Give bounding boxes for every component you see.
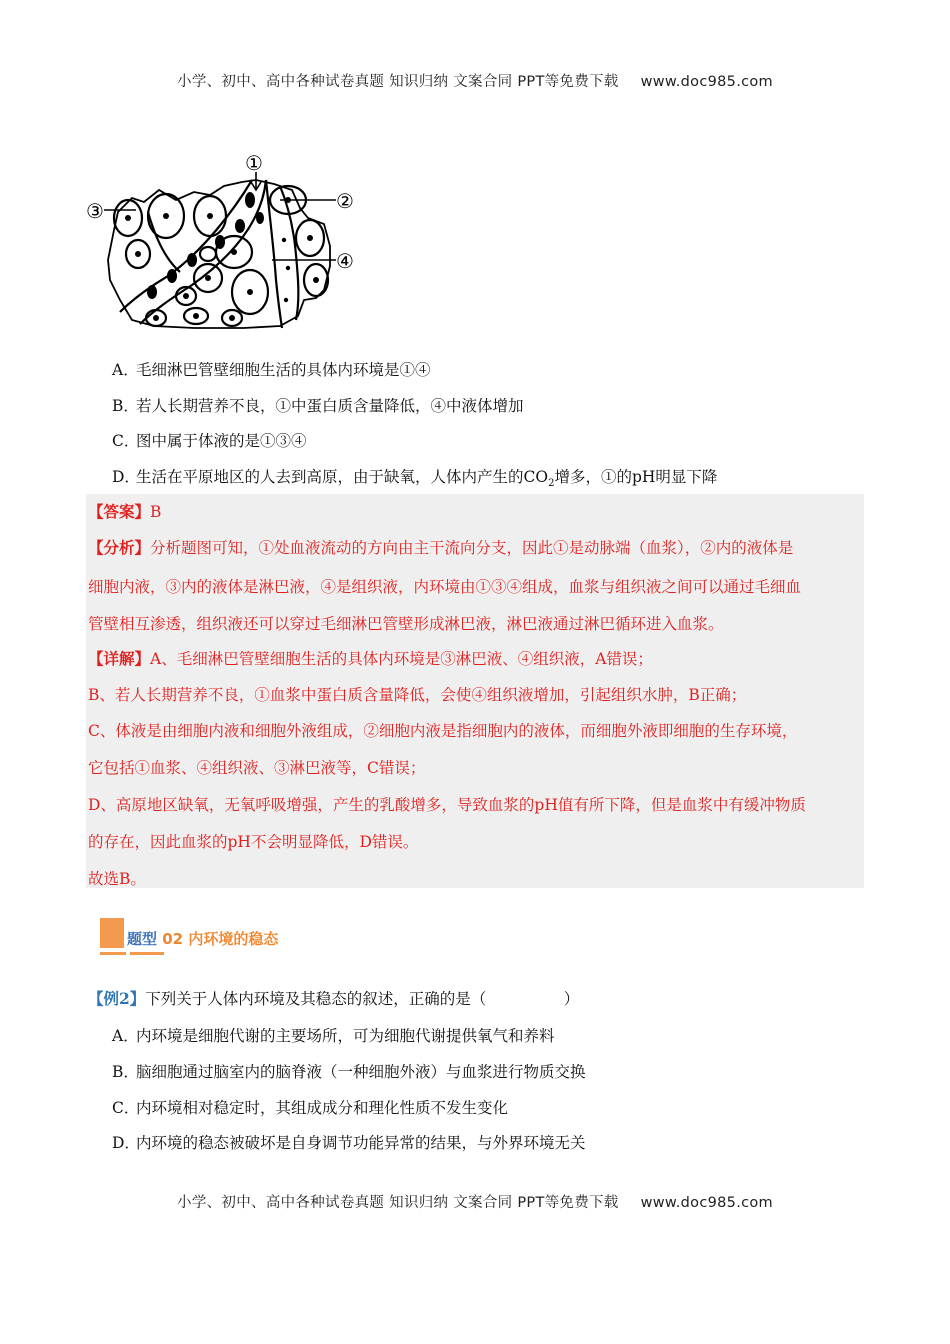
analysis-tag: 【分析】	[88, 538, 151, 557]
section-title-text: 内环境的稳态	[188, 930, 279, 948]
label-4: ④	[336, 249, 354, 273]
q1-option-d	[112, 466, 717, 495]
detail-line-4: 它包括①血浆、④组织液、③淋巴液等，C错误；	[88, 759, 426, 777]
option-letter: D．	[112, 1134, 140, 1152]
option-letter: B．	[112, 397, 139, 415]
option-text: 脑细胞通过脑室内的脑脊液（一种细胞外液）与血浆进行物质交换	[136, 1063, 586, 1081]
option-letter: A．	[112, 1027, 139, 1045]
option-letter: C．	[112, 432, 140, 450]
section-tag: 题型	[127, 930, 158, 948]
section-title-underline-right	[130, 952, 164, 955]
analysis-text: 分析题图可知，①处血液流动的方向由主干流向分支，因此①是动脉端（血浆），②内的液体是	[150, 539, 794, 557]
q1-option-c	[112, 430, 307, 452]
header-url[interactable]: www.doc985.com	[640, 74, 773, 90]
detail-line-2: B、若人长期营养不良，①血浆中蛋白质含量降低，会使④组织液增加，引起组织水肿，B正确；	[88, 686, 747, 704]
section-number: 02	[162, 930, 184, 948]
page-header	[0, 70, 950, 91]
detail-line-1	[88, 648, 653, 670]
option-letter: C．	[112, 1099, 140, 1117]
option-text: 图中属于体液的是①③④	[136, 432, 307, 450]
option-letter: B．	[112, 1063, 139, 1081]
ex2-option-d	[112, 1132, 586, 1154]
page-footer	[0, 1191, 950, 1212]
analysis-line-3: 管壁相互渗透，组织液还可以穿过毛细淋巴管壁形成淋巴液，淋巴液通过淋巴循环进入血浆。	[88, 615, 724, 633]
footer-url[interactable]: www.doc985.com	[640, 1195, 773, 1211]
option-text-tail: 增多，①的pH明显下降	[554, 468, 718, 486]
detail-line-5: D、高原地区缺氧，无氧呼吸增强，产生的乳酸增多，导致血浆的pH值有所下降，但是血浆中有缓冲物质	[88, 796, 806, 814]
header-text: 小学、初中、高中各种试卷真题 知识归纳 文案合同 PPT等免费下载	[177, 74, 619, 90]
option-letter: A．	[112, 361, 139, 379]
option-text: 毛细淋巴管壁细胞生活的具体内环境是①④	[136, 361, 431, 379]
ex2-option-b	[112, 1061, 586, 1083]
analysis-line-1	[88, 537, 793, 559]
section-title	[127, 928, 278, 949]
detail-line-3: C、体液是由细胞内液和细胞外液组成，②细胞内液是指细胞内的液体，而细胞外液即细胞的生存环境，	[88, 722, 798, 740]
option-text: 生活在平原地区的人去到高原，由于缺氧，人体内产生的CO	[136, 468, 549, 486]
q1-option-b	[112, 395, 524, 417]
answer-tag: 【答案】	[88, 502, 151, 521]
answer-line	[88, 501, 161, 523]
option-text: 内环境是细胞代谢的主要场所，可为细胞代谢提供氧气和养料	[136, 1027, 555, 1045]
question-text: 下列关于人体内环境及其稳态的叙述，正确的是（ ）	[145, 990, 580, 1008]
tissue-diagram	[84, 150, 364, 336]
co2-subscript: 2	[548, 478, 555, 490]
section-title-underline-left	[100, 952, 126, 955]
detail-tag: 【详解】	[88, 649, 151, 668]
label-1: ①	[245, 151, 263, 175]
example-tag: 【例2】	[88, 989, 146, 1008]
option-text: 内环境的稳态被破坏是自身调节功能异常的结果，与外界环境无关	[136, 1134, 586, 1152]
option-text: 若人长期营养不良，①中蛋白质含量降低，④中液体增加	[136, 397, 524, 415]
detail-text: A、毛细淋巴管壁细胞生活的具体内环境是③淋巴液、④组织液，A错误；	[150, 650, 653, 668]
example2-question	[88, 988, 579, 1010]
detail-line-6: 的存在，因此血浆的pH不会明显降低，D错误。	[88, 833, 419, 851]
detail-line-7: 故选B。	[88, 870, 146, 888]
ex2-option-a	[112, 1025, 555, 1047]
answer-value: B	[150, 503, 162, 521]
section-title-marker	[100, 918, 124, 948]
q1-option-a	[112, 359, 431, 381]
option-text: 内环境相对稳定时，其组成成分和理化性质不发生变化	[136, 1099, 509, 1117]
ex2-option-c	[112, 1097, 508, 1119]
option-letter: D．	[112, 468, 140, 486]
label-3: ③	[86, 199, 104, 223]
footer-text: 小学、初中、高中各种试卷真题 知识归纳 文案合同 PPT等免费下载	[177, 1195, 619, 1211]
analysis-line-2: 细胞内液，③内的液体是淋巴液，④是组织液，内环境由①③④组成，血浆与组织液之间可以通过毛细血	[88, 578, 802, 596]
label-2: ②	[336, 189, 354, 213]
